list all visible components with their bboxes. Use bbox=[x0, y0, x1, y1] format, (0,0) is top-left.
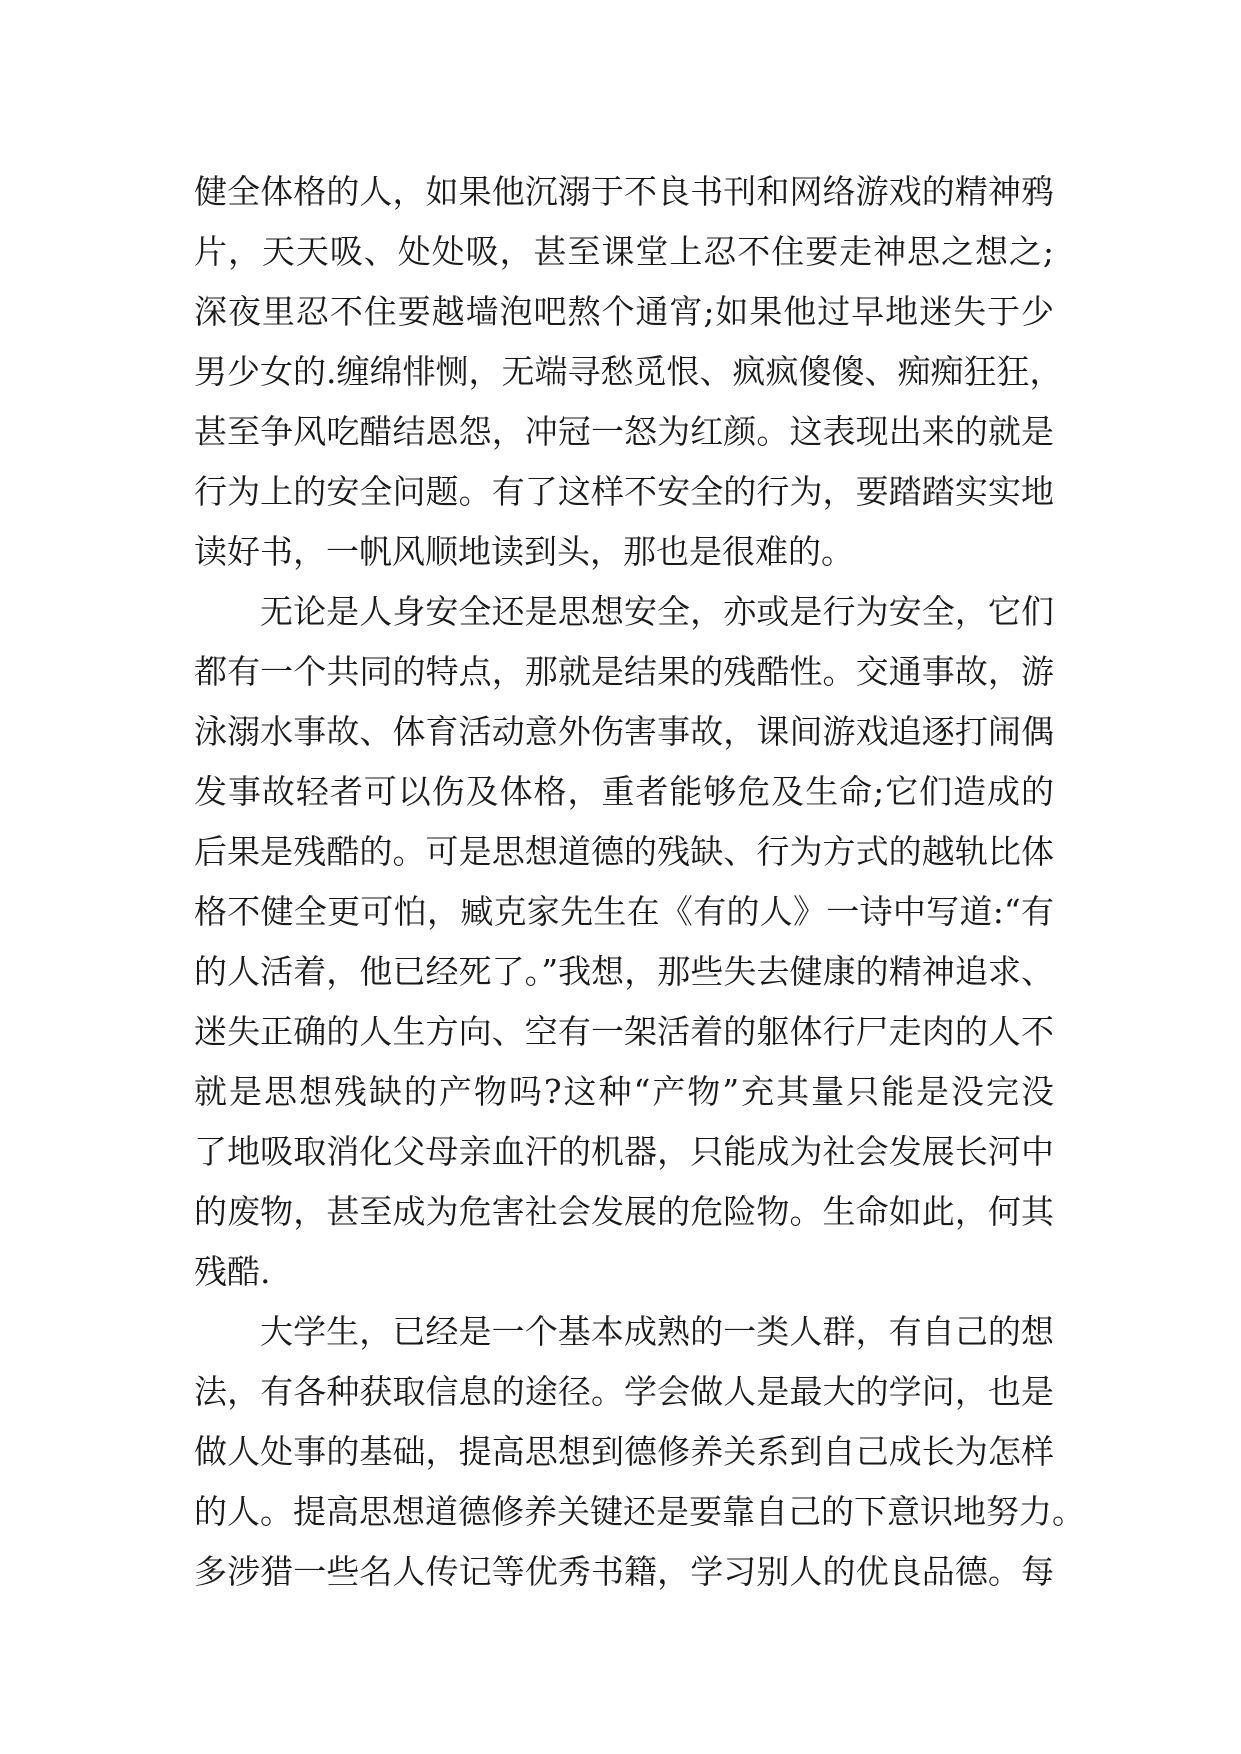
text-line: 后果是残酷的。可是思想道德的残缺、行为方式的越轨比体 bbox=[194, 832, 1054, 871]
text-line: 甚至争风吃醋结恩怨，冲冠一怒为红颜。这表现出来的就是 bbox=[194, 412, 1054, 451]
body-text bbox=[194, 162, 1085, 1602]
text-line: 的人。提高思想道德修养关键还是要靠自己的下意识地努力。 bbox=[194, 1492, 1085, 1531]
text-line: 就是思想残缺的产物吗?这种“产物”充其量只能是没完没 bbox=[194, 1072, 1054, 1111]
text-line: 深夜里忍不住要越墙泡吧熬个通宵;如果他过早地迷失于少 bbox=[194, 292, 1054, 331]
paragraph-3 bbox=[194, 1302, 1085, 1602]
text-line: 大学生，已经是一个基本成熟的一类人群，有自己的想 bbox=[260, 1312, 1054, 1351]
paragraph-2 bbox=[194, 582, 1054, 1302]
text-line: 发事故轻者可以伤及体格，重者能够危及生命;它们造成的 bbox=[194, 772, 1054, 811]
text-line: 泳溺水事故、体育活动意外伤害事故，课间游戏追逐打闹偶 bbox=[194, 712, 1054, 751]
text-line: 行为上的安全问题。有了这样不安全的行为，要踏踏实实地 bbox=[194, 472, 1054, 511]
text-line: 无论是人身安全还是思想安全，亦或是行为安全，它们 bbox=[260, 592, 1054, 631]
text-line: 片，天天吸、处处吸，甚至课堂上忍不住要走神思之想之; bbox=[194, 232, 1054, 271]
text-line: 多涉猎一些名人传记等优秀书籍，学习别人的优良品德。每 bbox=[194, 1552, 1054, 1591]
text-line: 的废物，甚至成为危害社会发展的危险物。生命如此，何其 bbox=[194, 1192, 1054, 1231]
text-line: 格不健全更可怕，臧克家先生在《有的人》一诗中写道:“有 bbox=[194, 892, 1054, 931]
text-line: 的人活着，他已经死了。”我想，那些失去健康的精神追求、 bbox=[194, 952, 1054, 991]
text-line: 健全体格的人，如果他沉溺于不良书刊和网络游戏的精神鸦 bbox=[194, 172, 1054, 211]
text-line: 做人处事的基础，提高思想到德修养关系到自己成长为怎样 bbox=[194, 1432, 1054, 1471]
text-line: 都有一个共同的特点，那就是结果的残酷性。交通事故，游 bbox=[194, 652, 1054, 691]
text-line: 残酷. bbox=[194, 1252, 271, 1291]
paragraph-1 bbox=[194, 162, 1063, 582]
text-line: 读好书，一帆风顺地读到头，那也是很难的。 bbox=[194, 532, 854, 571]
text-line: 法，有各种获取信息的途径。学会做人是最大的学问，也是 bbox=[194, 1372, 1054, 1411]
text-line: 男少女的.缠绵悱恻，无端寻愁觅恨、疯疯傻傻、痴痴狂狂， bbox=[194, 352, 1063, 391]
text-line: 迷失正确的人生方向、空有一架活着的躯体行尸走肉的人不 bbox=[194, 1012, 1054, 1051]
text-line: 了地吸取消化父母亲血汗的机器，只能成为社会发展长河中 bbox=[194, 1132, 1054, 1171]
